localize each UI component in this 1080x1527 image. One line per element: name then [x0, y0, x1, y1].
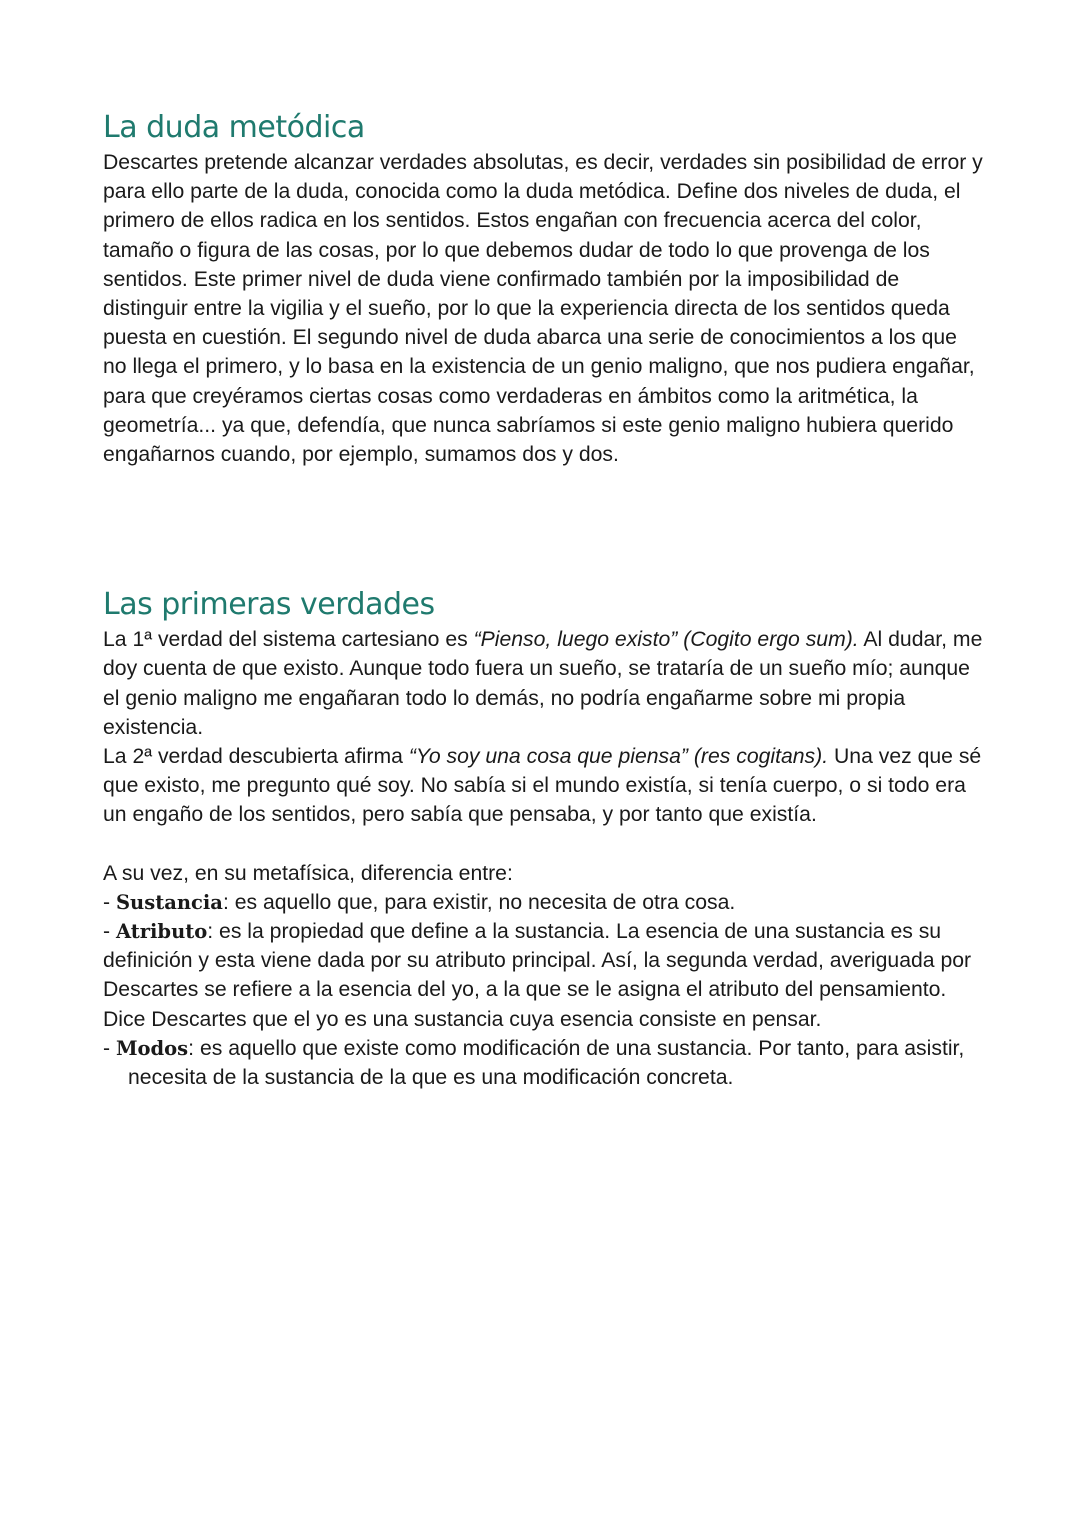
paragraph-second-truth — [103, 742, 983, 830]
list-dash: - — [103, 920, 116, 944]
list-item-sustancia — [103, 888, 983, 917]
section-heading: Las primeras verdades — [103, 587, 435, 623]
term-definition: : es aquello que existe como modificación de una sustancia. Por tanto, para asistir, necesita de la sustancia de la que es una modificación concreta. — [128, 1036, 965, 1090]
term-label: Modos — [115, 1036, 189, 1060]
list-dash: - — [103, 1036, 116, 1060]
list-intro: A su vez, en su metafísica, diferencia entre: — [103, 861, 513, 885]
quote-cogito: “Pienso, luego existo” (Cogito ergo sum). — [473, 628, 859, 652]
text-segment: La 1ª verdad del sistema cartesiano es — [103, 628, 474, 652]
list-item-modos — [103, 1034, 983, 1092]
list-dash: - — [103, 890, 116, 914]
list-item-atributo — [103, 917, 983, 1034]
section-primeras-verdades — [103, 585, 983, 1092]
term-label: Sustancia — [115, 890, 223, 914]
text-segment: La 2ª verdad descubierta afirma — [103, 745, 409, 769]
section-duda-metodica — [103, 108, 983, 469]
text-segment: Una vez que sé que existo, me pregunto qué soy. No sabía si el mundo existía, si tenía cuerpo, o si todo era un engaño de los sentidos, pero sabía que pensaba, y por tanto que existía. — [103, 745, 982, 827]
quote-res-cogitans: “Yo soy una cosa que piensa” (res cogitans). — [408, 745, 829, 769]
document-page — [103, 108, 983, 1092]
section-heading: La duda metódica — [103, 110, 365, 145]
paragraph-first-truth — [103, 625, 983, 742]
term-definition: : es la propiedad que define a la sustancia. La esencia de una sustancia es su definición y esta viene dada por su atributo principal. Así, la segunda verdad, averiguada por Descartes se refiere a la esencia del yo, a la que se le asigna el atributo del pensamiento. Dice Descartes que el yo es una sustancia cuya esencia consiste en pensar. — [103, 920, 972, 1031]
term-definition: : es aquello que, para existir, no necesita de otra cosa. — [222, 890, 736, 914]
text-segment: Al dudar, me doy cuenta de que existo. Aunque todo fuera un sueño, se trataría de un sueño mío; aunque el genio maligno me engañaran todo lo demás, no podría engañarme sobre mi propia existencia. — [103, 628, 983, 739]
paragraph: Descartes pretende alcanzar verdades absolutas, es decir, verdades sin posibilidad de error y para ello parte de la duda, conocida como la duda metódica. Define dos niveles de duda, el primero de ellos radica en los sentidos. Estos engañan con frecuencia acerca del color, tamaño o figura de las cosas, por lo que debemos dudar de todo lo que provenga de los sentidos. Este primer nivel de duda viene confirmado también por la imposibilidad de distinguir entre la vigilia y el sueño, por lo que la experiencia directa de los sentidos queda puesta en cuestión. El segundo nivel de duda abarca una serie de conocimientos a los que no llega el primero, y lo basa en la existencia de un genio maligno, que nos pudiera engañar, para que creyéramos ciertas cosas como verdaderas en ámbitos como la aritmética, la geometría... ya que, defendía, que nunca sabríamos si este genio maligno hubiera querido engañarnos cuando, por ejemplo, sumamos dos y dos. — [103, 151, 983, 467]
term-label: Atributo — [115, 920, 208, 944]
spacer — [103, 830, 983, 859]
